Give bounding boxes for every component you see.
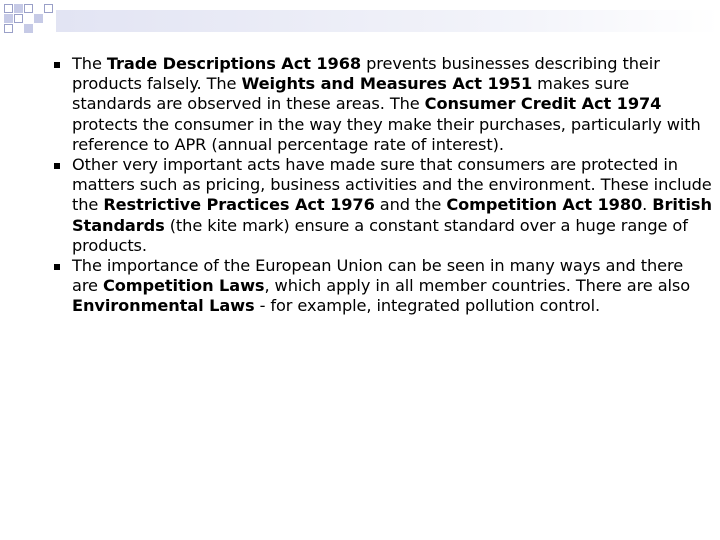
act-name: Trade Descriptions Act 1968 [106, 54, 362, 73]
law-name: Competition Laws [102, 276, 265, 296]
text-segment: The importance of the European Union can be seen in many ways and there are [72, 256, 684, 296]
text-segment: Other very important acts have made sure that consumers are protected in matters such as pricing, business activities and the environment. These include the [72, 155, 712, 215]
decoration-square [14, 14, 23, 23]
header-gradient-bar [56, 10, 720, 32]
square-bullet-icon [54, 62, 60, 68]
bullet-item [52, 256, 712, 317]
text-segment: protects the consumer in the way they make their purchases, particularly with reference to APR (annual percentage rate of interest). [72, 114, 701, 154]
slide-body [52, 54, 712, 317]
act-name: Competition Act 1980 [446, 195, 643, 215]
act-name: Weights and Measures Act 1951 [241, 74, 533, 94]
decoration-square [24, 4, 33, 13]
decoration-square [14, 4, 23, 13]
act-name: Consumer Credit Act 1974 [424, 94, 662, 114]
bullet-item [52, 54, 712, 155]
decoration-square [4, 4, 13, 13]
bullet-text [72, 155, 712, 256]
decoration-square [4, 14, 13, 23]
square-bullet-icon [54, 264, 60, 270]
text-segment: and the [374, 195, 447, 215]
bullet-text [72, 256, 712, 317]
act-name: British Standards [72, 195, 712, 235]
text-segment: . [642, 195, 653, 215]
decoration-square [34, 14, 43, 23]
decoration-square [4, 24, 13, 33]
text-segment: (the kite mark) ensure a constant standard over a huge range of products. [72, 215, 688, 255]
slide-header-decoration [0, 0, 720, 40]
text-segment: - for example, integrated pollution control. [254, 296, 601, 316]
act-name: Restrictive Practices Act 1976 [103, 195, 375, 215]
bullet-text [72, 54, 712, 155]
text-segment: , which apply in all member countries. There are also [264, 276, 691, 296]
text-segment: makes sure standards are observed in these areas. The [72, 74, 630, 114]
square-bullet-icon [54, 163, 60, 169]
bullet-list [52, 54, 712, 317]
law-name: Environmental Laws [72, 296, 255, 316]
text-segment: The [72, 54, 107, 73]
decoration-square [24, 24, 33, 33]
decoration-square [44, 4, 53, 13]
text-segment: prevents businesses describing their products falsely. The [72, 54, 660, 94]
bullet-item [52, 155, 712, 256]
